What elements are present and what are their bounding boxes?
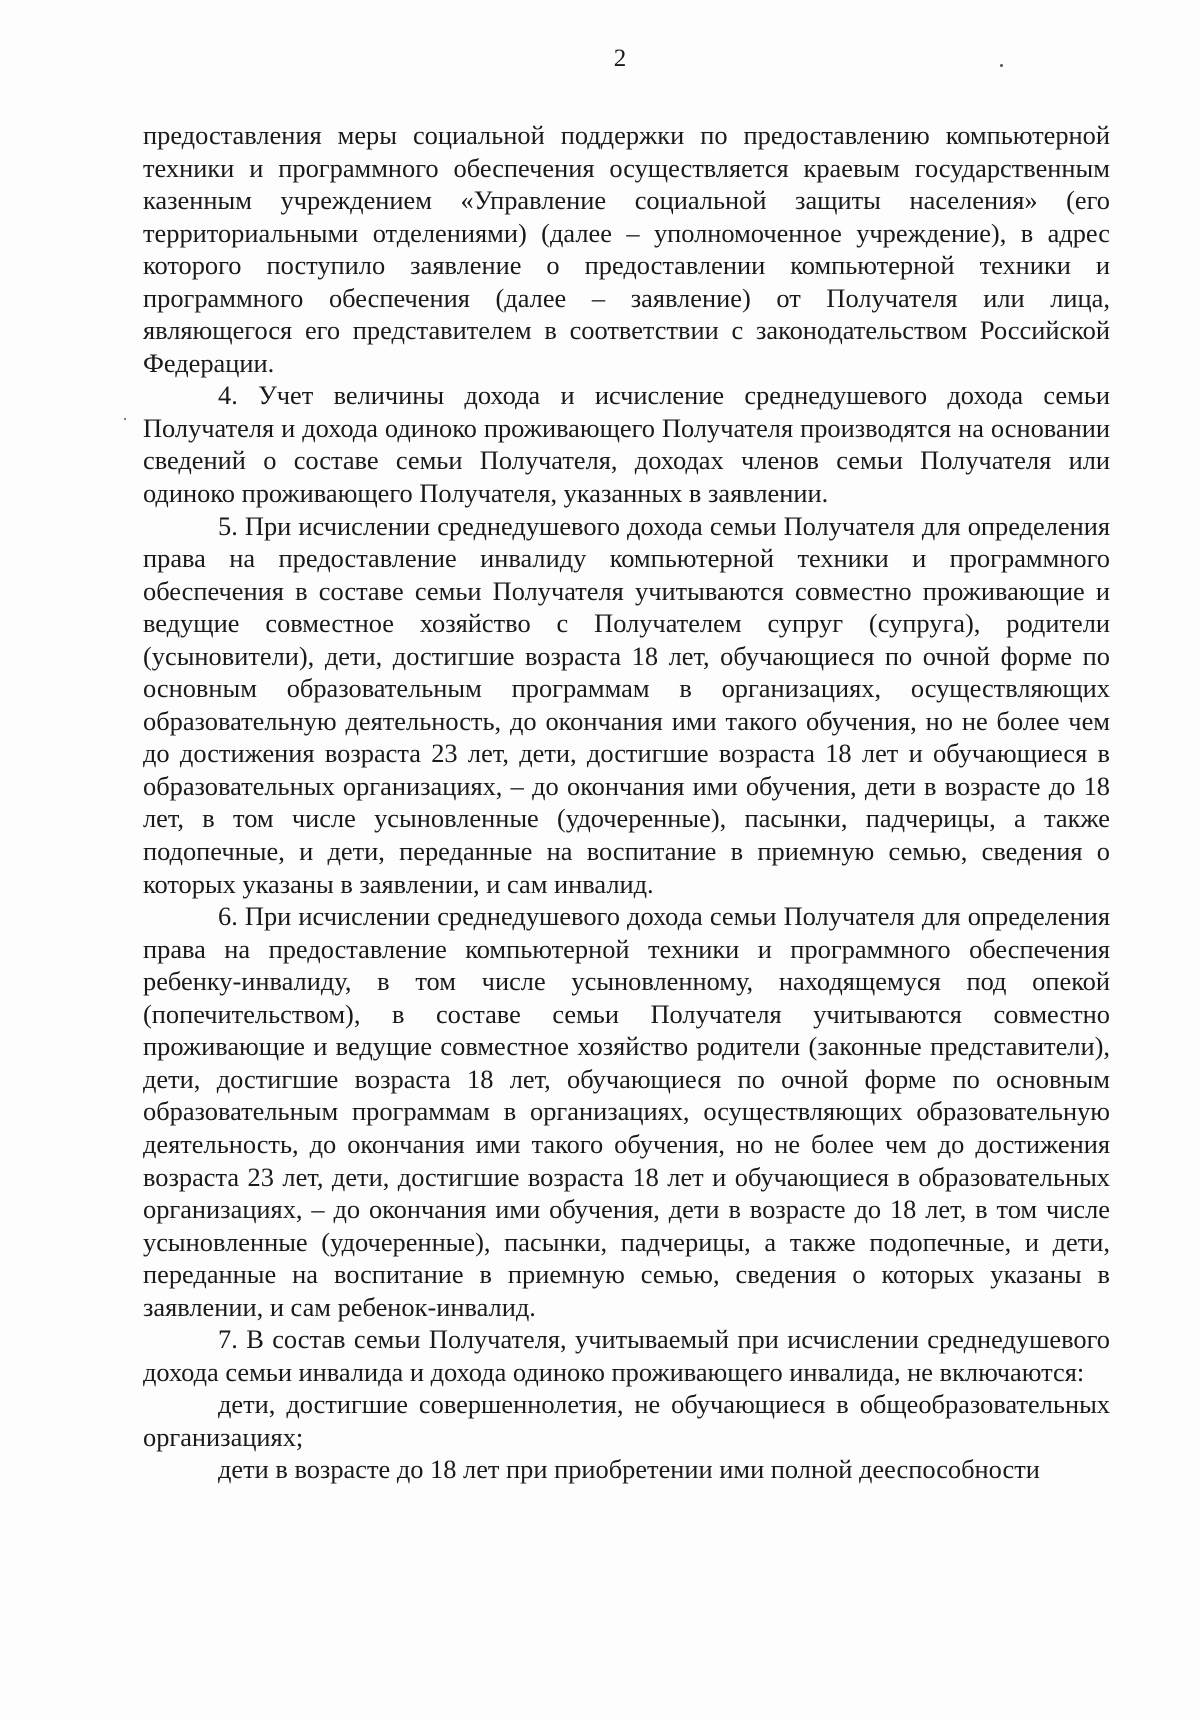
paragraph-item-6: 6. При исчислении среднедушевого дохода семьи Получателя для определения права на предоставление компьютерной техники и программного обеспечения ребенку-инвалиду, в том числе усыновленному, находящемуся под опекой (попечительством), в составе семьи Получателя учитываются совместно проживающие и ведущие совместное хозяйство родители (законные представители), дети, достигшие возраста 18 лет, обучающиеся по очной форме по основным образовательным программам в организациях, осуществляющих образовательную деятельность, до окончания ими такого обучения, но не более чем до достижения возраста 23 лет, дети, достигшие возраста 18 лет и обучающиеся в образовательных организациях, – до окончания ими обучения, дети в возрасте до 18 лет, в том числе усыновленные (удочеренные), пасынки, падчерицы, а также подопечные, и дети, переданные на воспитание в приемную семью, сведения о которых указаны в заявлении, и сам ребенок-инвалид. <box>143 901 1110 1322</box>
paragraph-item-5: 5. При исчислении среднедушевого дохода семьи Получателя для определения права на предоставление инвалиду компьютерной техники и программного обеспечения в составе семьи Получателя учитываются совместно проживающие и ведущие совместное хозяйство с Получателем супруг (супруга), родители (усыновители), дети, достигшие возраста 18 лет, обучающиеся по очной форме по основным образовательным программам в организациях, осуществляющих образовательную деятельность, до окончания ими такого обучения, но не более чем до достижения возраста 23 лет, дети, достигшие возраста 18 лет и обучающиеся в образовательных организациях, – до окончания ими обучения, дети в возрасте до 18 лет, в том числе усыновленные (удочеренные), пасынки, падчерицы, а также подопечные, и дети, переданные на воспитание в приемную семью, сведения о которых указаны в заявлении, и сам инвалид. <box>143 510 1110 899</box>
scan-speck <box>124 418 126 420</box>
scan-speck <box>1000 64 1003 67</box>
paragraph-item-4: 4. Учет величины дохода и исчисление среднедушевого дохода семьи Получателя и дохода одиноко проживающего Получателя производятся на основании сведений о составе семьи Получателя, доходах членов семьи Получателя или одиноко проживающего Получателя, указанных в заявлении. <box>143 380 1110 509</box>
paragraph-exclusion-2: дети в возрасте до 18 лет при приобретении ими полной дееспособности <box>218 1454 1040 1485</box>
page-number: 2 <box>613 45 627 72</box>
paragraph-exclusion-1: дети, достигшие совершеннолетия, не обучающиеся в общеобразовательных организациях; <box>143 1389 1110 1452</box>
document-body <box>143 119 1110 1486</box>
paragraph-item-7: 7. В состав семьи Получателя, учитываемый при исчислении среднедушевого дохода семьи инвалида и дохода одиноко проживающего инвалида, не включаются: <box>143 1324 1110 1387</box>
paragraph-continuation: предоставления меры социальной поддержки по предоставлению компьютерной техники и программного обеспечения осуществляется краевым государственным казенным учреждением «Управление социальной защиты населения» (его территориальными отделениями) (далее – уполномоченное учреждение), в адрес которого поступило заявление о предоставлении компьютерной техники и программного обеспечения (далее – заявление) от Получателя или лица, являющегося его представителем в соответствии с законодательством Российской Федерации. <box>143 120 1110 378</box>
